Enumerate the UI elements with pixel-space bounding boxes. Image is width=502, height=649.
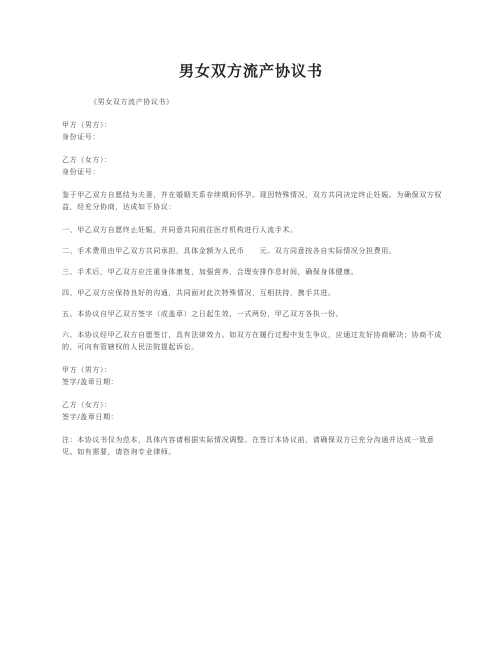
preamble-paragraph: 鉴于甲乙双方自愿结为夫妻，并在婚姻关系存续期间怀孕。现因特殊情况，双方共同决定终止妊娠。为确保双方权益，经充分协商，达成如下协议： xyxy=(62,191,442,211)
party-b-id-label: 身份证号： xyxy=(62,168,100,176)
signature-b-label: 乙方（女方）： xyxy=(62,401,112,409)
signature-a-date-label: 签字/盖章日期： xyxy=(62,378,119,386)
clause-5: 五、本协议自甲乙双方签字（或盖章）之日起生效，一式两份，甲乙双方各执一份。 xyxy=(62,310,344,318)
clause-1: 一、甲乙双方自愿终止妊娠，并同意共同前往医疗机构进行人流手术。 xyxy=(62,226,298,234)
document-body xyxy=(62,96,442,458)
clause-2: 二、手术费用由甲乙双方共同承担，具体金额为人民币 元。双方同意按各自实际情况分担费用。 xyxy=(62,247,397,255)
party-a-label: 甲方（男方）： xyxy=(62,121,112,129)
clause-6: 六、本协议经甲乙双方自愿签订，具有法律效力。如双方在履行过程中发生争议，应通过友好协商解决；协商不成的，可向有管辖权的人民法院提起诉讼。 xyxy=(62,331,442,351)
party-a-id-label: 身份证号： xyxy=(62,133,100,141)
signature-b-date-label: 签字/盖章日期： xyxy=(62,413,119,421)
party-b-label: 乙方（女方）： xyxy=(62,156,112,164)
clause-3: 三、手术后，甲乙双方应注重身体康复，加强营养，合理安排作息时间，确保身体健康。 xyxy=(62,268,359,276)
document-subtitle: 《男女双方流产协议书》 xyxy=(90,98,174,106)
signature-a-label: 甲方（男方）： xyxy=(62,366,112,374)
document-title: 男女双方流产协议书 xyxy=(178,62,323,80)
disclaimer-note: 注：本协议书仅为范本，具体内容请根据实际情况调整。在签订本协议前，请确保双方已充分沟通并达成一致意见。如有需要，请咨询专业律师。 xyxy=(62,436,435,456)
clause-4: 四、甲乙双方应保持良好的沟通，共同面对此次特殊情况，互相扶持，携手共进。 xyxy=(62,289,336,297)
